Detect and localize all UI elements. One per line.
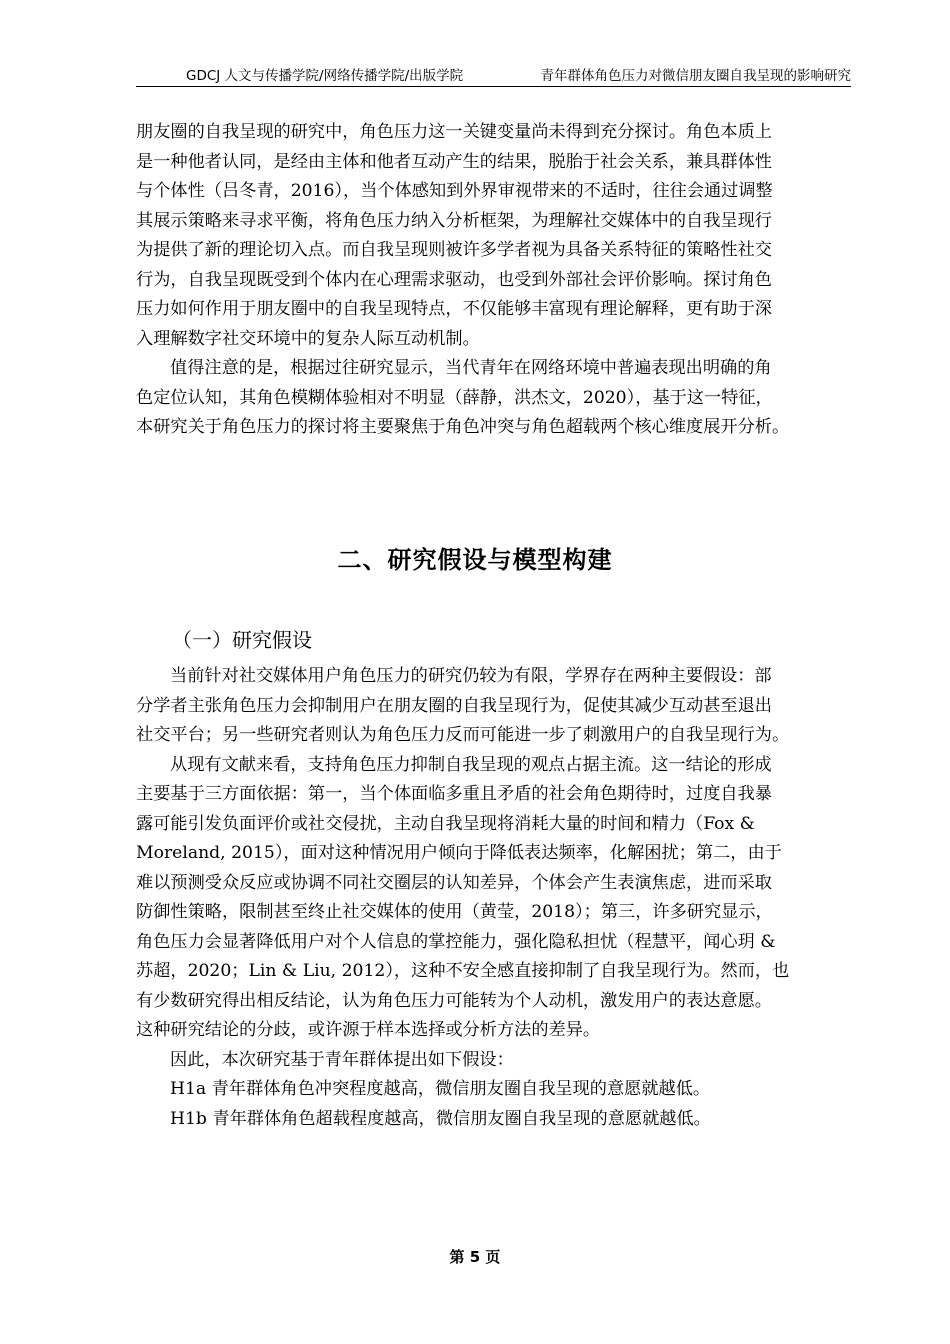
text-line: 分学者主张角色压力会抑制用户在朋友圈的自我呈现行为，促使其减少互动甚至退出 [136,695,772,716]
hypothesis-h1b: H1b 青年群体角色超载程度越高，微信朋友圈自我呈现的意愿就越低。 [170,1108,711,1129]
text-line: 角色压力会显著降低用户对个人信息的掌控能力，强化隐私担忧（程慧平，闻心玥 & [136,931,776,952]
text-line: 为提供了新的理论切入点。而自我呈现则被许多学者视为具备关系特征的策略性社交 [136,240,772,260]
text-line: 其展示策略来寻求平衡，将角色压力纳入分析框架，为理解社交媒体中的自我呈现行 [136,210,772,231]
text-line: 苏超，2020；Lin & Liu, 2012），这种不安全感直接抑制了自我呈现行为。然而，也 [136,961,790,981]
text-line: 色定位认知，其角色模糊体验相对不明显（薛静，洪杰文，2020），基于这一特征， [136,387,773,408]
page-number: 第 5 页 [449,1248,501,1266]
text-line: 当前针对社交媒体用户角色压力的研究仍较为有限，学界存在两种主要假设：部 [170,666,772,686]
running-header [136,66,851,87]
text-line: 从现有文献来看，支持角色压力抑制自我呈现的观点占据主流。这一结论的形成 [170,754,772,775]
paragraph-role-pressure-intro [136,118,853,354]
text-line: 露可能引发负面评价或社交侵扰，主动自我呈现将消耗大量的时间和精力（Fox & [136,813,755,834]
text-line: 朋友圈的自我呈现的研究中，角色压力这一关键变量尚未得到充分探讨。角色本质上 [136,122,772,142]
paragraph-two-assumptions [136,662,853,751]
paragraph-literature-review [136,751,853,1046]
header-paper-title: 青年群体角色压力对微信朋友圈自我呈现的影响研究 [540,68,851,84]
text-line: 主要基于三方面依据：第一，当个体面临多重且矛盾的社会角色期待时，过度自我暴 [136,784,772,804]
hypothesis-h1a: H1a 青年群体角色冲突程度越高，微信朋友圈自我呈现的意愿就越低。 [170,1079,711,1099]
text-line: 难以预测受众反应或协调不同社交圈层的认知差异，个体会产生表演焦虑，进而采取 [136,872,772,893]
text-line: 与个体性（吕冬青，2016），当个体感知到外界审视带来的不适时，往往会通过调整 [136,181,773,201]
text-line: 社交平台；另一些研究者则认为角色压力反而可能进一步了刺激用户的自我呈现行为。 [136,725,790,745]
paragraph-role-dimensions [136,354,853,443]
subsection-heading: （一）研究假设 [172,628,312,652]
text-line: 有少数研究得出相反结论，认为角色压力可能转为个人动机，激发用户的表达意愿。 [136,990,772,1011]
body-text-top [136,118,853,443]
text-line: 是一种他者认同，是经由主体和他者互动产生的结果，脱胎于社会关系，兼具群体性 [136,151,772,172]
text-line: Moreland, 2015），面对这种情况用户倾向于降低表达频率，化解困扰；第二，由于 [136,843,782,863]
text-line: 行为，自我呈现既受到个体内在心理需求驱动，也受到外部社会评价影响。探讨角色 [136,269,772,290]
body-text-hypotheses [136,662,853,1134]
text-line: 这种研究结论的分歧，或许源于样本选择或分析方法的差异。 [136,1020,601,1040]
paragraph-hypotheses-intro: 因此，本次研究基于青年群体提出如下假设： [170,1049,514,1070]
header-institution: GDCJ 人文与传播学院/网络传播学院/出版学院 [186,68,464,84]
text-line: 值得注意的是，根据过往研究显示，当代青年在网络环境中普遍表现出明确的角 [170,358,772,378]
text-line: 入理解数字社交环境中的复杂人际互动机制。 [136,328,480,349]
text-line: 压力如何作用于朋友圈中的自我呈现特点，不仅能够丰富现有理论解释，更有助于深 [136,299,772,319]
text-line: 防御性策略，限制甚至终止社交媒体的使用（黄莹，2018）；第三，许多研究显示， [136,902,773,922]
text-line: 本研究关于角色压力的探讨将主要聚焦于角色冲突与角色超载两个核心维度展开分析。 [136,417,790,437]
section-heading: 二、研究假设与模型构建 [337,546,613,574]
